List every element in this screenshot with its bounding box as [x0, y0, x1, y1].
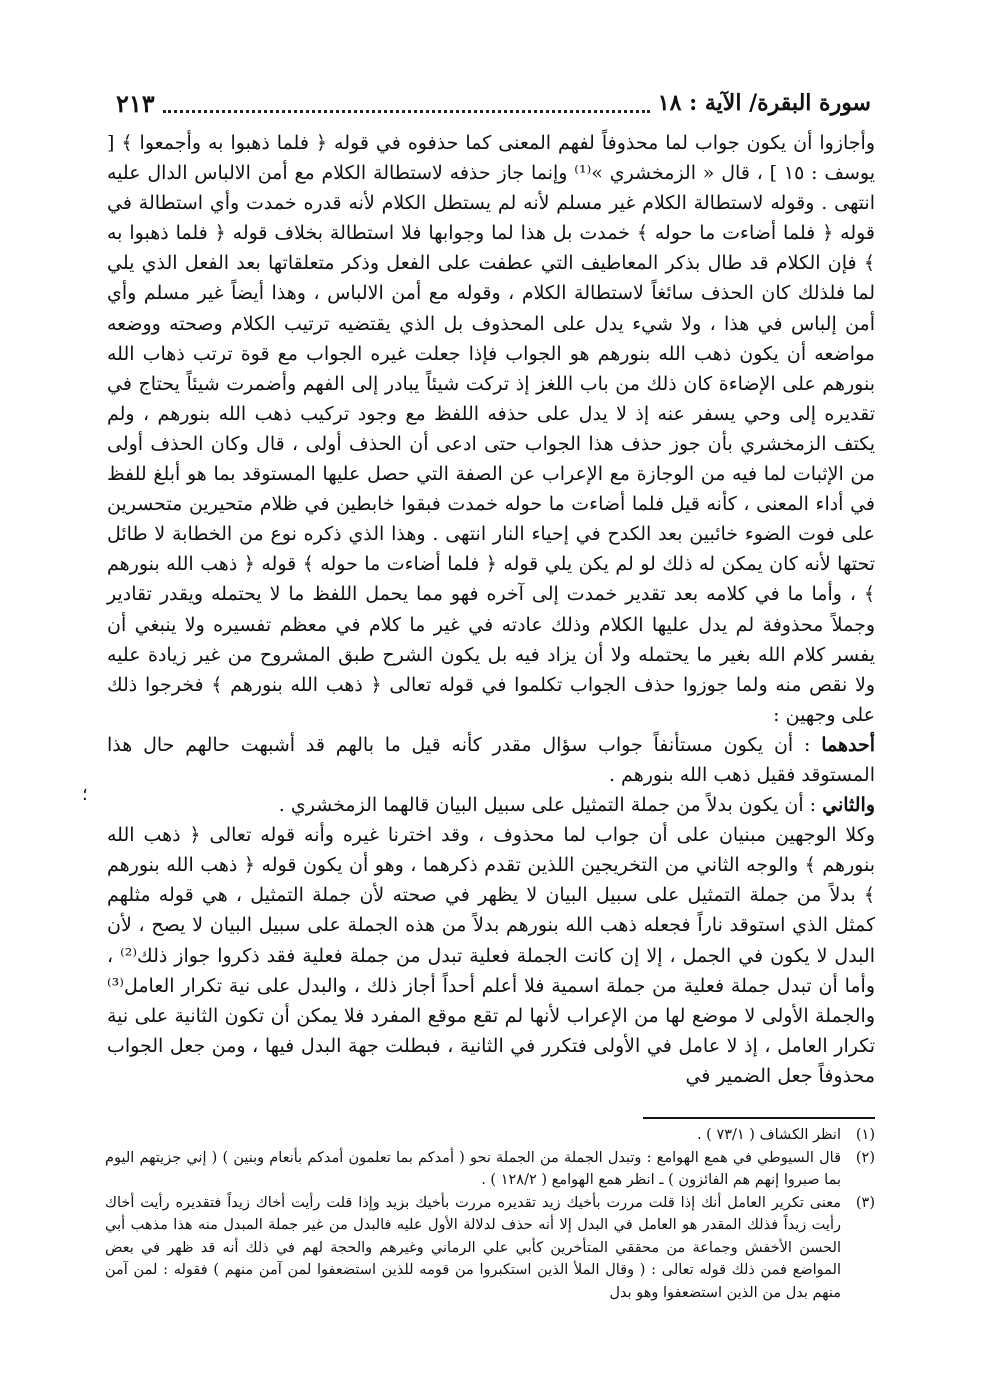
footnote-text: معنى تكرير العامل أنك إذا قلت مررت بأخيك زيد تقديره مررت بأخيك بزيد وإذا قلت رأيت أخاك زيداً فتقديره رأيت أخاك رأيت زيداً فذلك المقدر هو العامل في البدل إلا أنه حذف لدلالة الأول عليه فالبدل من غير جملة المبدل منه هذا مذهب أبي الحسن الأخفش وجماعة من محققي المتأخرين كأبي علي الرماني وغيرهم والحجة لهم في ذلك أنه قد ظهر في بعض المواضع فمن ذلك قوله تعالى : ( وقال الملأ الذين استكبروا من قومه للذين استضعفوا لمن آمن منهم ) فقوله : لمن آمن منهم بدل من الذين استضعفوا وهو بدل — [105, 1194, 841, 1301]
second-label: والثاني — [822, 794, 875, 817]
footnotes — [105, 1124, 875, 1304]
footnote-rule — [643, 1117, 875, 1119]
paragraph-1: وأجازوا أن يكون جواب لما محذوفاً لفهم المعنى كما حذفوه في قوله ﴿ فلما ذهبوا به وأجمعوا ﴾ [ يوسف : ١٥ ] ، قال « الزمخشري »⁽¹⁾ وإنما جاز حذفه لاستطالة الكلام مع أمن الالباس الدال عليه انتهى . وقوله لاستطالة الكلام غير مسلم لأنه لم يستطل الكلام لأنه قدره خمدت وأي استطالة في قوله ﴿ فلما أضاءت ما حوله ﴾ خمدت بل هذا لما وجوابها فلا استطالة بخلاف قوله ﴿ فلما ذهبوا به ﴾ فإن الكلام قد طال بذكر المعاطيف التي عطفت على الفعل وذكر متعلقاتها بعد الفعل الذي يلي لما فلذلك كان الحذف سائغاً لاستطالة الكلام ، وقوله مع أمن الالباس ، وهذا أيضاً غير مسلم وأي أمن إلباس في هذا ، ولا شيء يدل على المحذوف بل الذي يقتضيه ترتيب الكلام وصحته ووضعه مواضعه أن يكون ذهب الله بنورهم هو الجواب فإذا جعلت غيره الجواب مع قوة ترتب ذهاب الله بنورهم على الإضاءة كان ذلك من باب اللغز إذ تركت شيئاً يبادر إلى الفهم وأضمرت شيئاً يحتاج في تقديره إلى وحي يسفر عنه إذ لا يدل على حذفه اللفظ مع وجود تركيب ذهب الله بنورهم ، ولم يكتف الزمخشري بأن جوز حذف هذا الجواب حتى ادعى أن الحذف أولى ، قال وكان الحذف أولى من الإثبات لما فيه من الوجازة مع الإعراب عن الصفة التي حصل عليها المستوقد بما هو أبلغ للفظ في أداء المعنى ، كأنه قيل فلما أضاءت ما حوله خمدت فبقوا خابطين في ظلام متحيرين متحسرين على فوت الضوء خائبين بعد الكدح في إحياء النار انتهى . وهذا الذي ذكره نوع من الخطابة لا طائل تحتها لأنه كان يمكن له ذلك لو لم يكن يلي قوله ﴿ فلما أضاءت ما حوله ﴾ قوله ﴿ ذهب الله بنورهم ﴾ ، وأما ما في كلامه بعد تقدير خمدت إلى آخره فهو مما يحمل اللفظ ما لا يحتمله ويقدر تقادير وجملاً محذوفة لم يدل عليها الكلام وذلك عادته في غير ما كلام في معظم تفسيره ولا ينبغي أن يفسر كلام الله بغير ما يحتمله ولا أن يزاد فيه بل يكون الشرح طبق المشروح من غير زيادة عليه ولا نقص منه ولما جوزوا حذف الجواب تكلموا في قوله تعالى ﴿ ذهب الله بنورهم ﴾ فخرجوا ذلك على وجهين : — [107, 132, 876, 726]
footnote-2 — [105, 1147, 875, 1192]
footnote-3 — [105, 1192, 875, 1305]
running-header — [116, 86, 871, 120]
footnote-1 — [105, 1124, 875, 1147]
footnote-text: انظر الكشاف ( ٧٣/١ ) . — [696, 1127, 841, 1143]
footnote-text: قال السيوطي في همع الهوامع : وتبدل الجملة من الجملة نحو ( أمدكم بما تعلمون أمدكم بأنعام وبنين ) ( إني جزيتهم اليوم بما صبروا إنهم هم الفائزون ) ـ انظر همع الهوامع ( ١٢٨/٢ ) . — [105, 1149, 841, 1188]
first-text: : أن يكون مستأنفاً جواب سؤال مقدر كأنه قيل ما بالهم قد أشبهت حالهم حال هذا المستوقد فقيل ذهب الله بنورهم . — [107, 733, 875, 786]
main-text — [107, 128, 875, 1091]
footnote-number: (٣) — [855, 1194, 875, 1211]
paragraph-2: وكلا الوجهين مبنيان على أن جواب لما محذوف ، وقد اخترنا غيره وأنه قوله تعالى ﴿ ذهب الله بنورهم ﴾ والوجه الثاني من التخريجين اللذين تقدم ذكرهما ، وهو أن يكون قوله ﴿ ذهب الله بنورهم ﴾ بدلاً من جملة التمثيل على سبيل البيان لا يظهر في صحته لأن جملة التمثيل ، هي قوله مثلهم كمثل الذي استوقد ناراً فجعله ذهب الله بنورهم بدلاً من هذه الجملة على سبيل البيان لا يصح ، لأن البدل لا يكون في الجمل ، إلا إن كانت الجملة فعلية تبدل من جملة فعلية فقد ذكروا جواز ذلك⁽²⁾ ، وأما أن تبدل جملة فعلية من جملة اسمية فلا أعلم أحداً أجاز ذلك ، والبدل على نية تكرار العامل⁽³⁾ والجملة الأولى لا موضع لها من الإعراب لأنها لم تقع موقع المفرد فلا يمكن أن تكون الثانية على نية تكرار العامل ، إذ لا عامل في الأولى فتكرر في الثانية ، فبطلت جهة البدل فيها ، ومن جعل الجواب محذوفاً جعل الضمير في — [107, 824, 875, 1087]
first-label: أحدهما — [821, 733, 875, 756]
first-interpretation — [107, 730, 875, 790]
footnote-number: (٢) — [855, 1149, 875, 1166]
page-number: ٢١٣ — [116, 88, 155, 118]
second-text: : أن يكون بدلاً من جملة التمثيل على سبيل البيان قالهما الزمخشري . — [278, 794, 823, 817]
footnote-number: (١) — [855, 1127, 875, 1143]
leader-dots — [163, 110, 650, 113]
margin-mark: ؛ — [82, 784, 88, 805]
surah-title: سورة البقرة/ الآية : ١٨ — [657, 90, 871, 116]
second-interpretation — [107, 790, 875, 820]
